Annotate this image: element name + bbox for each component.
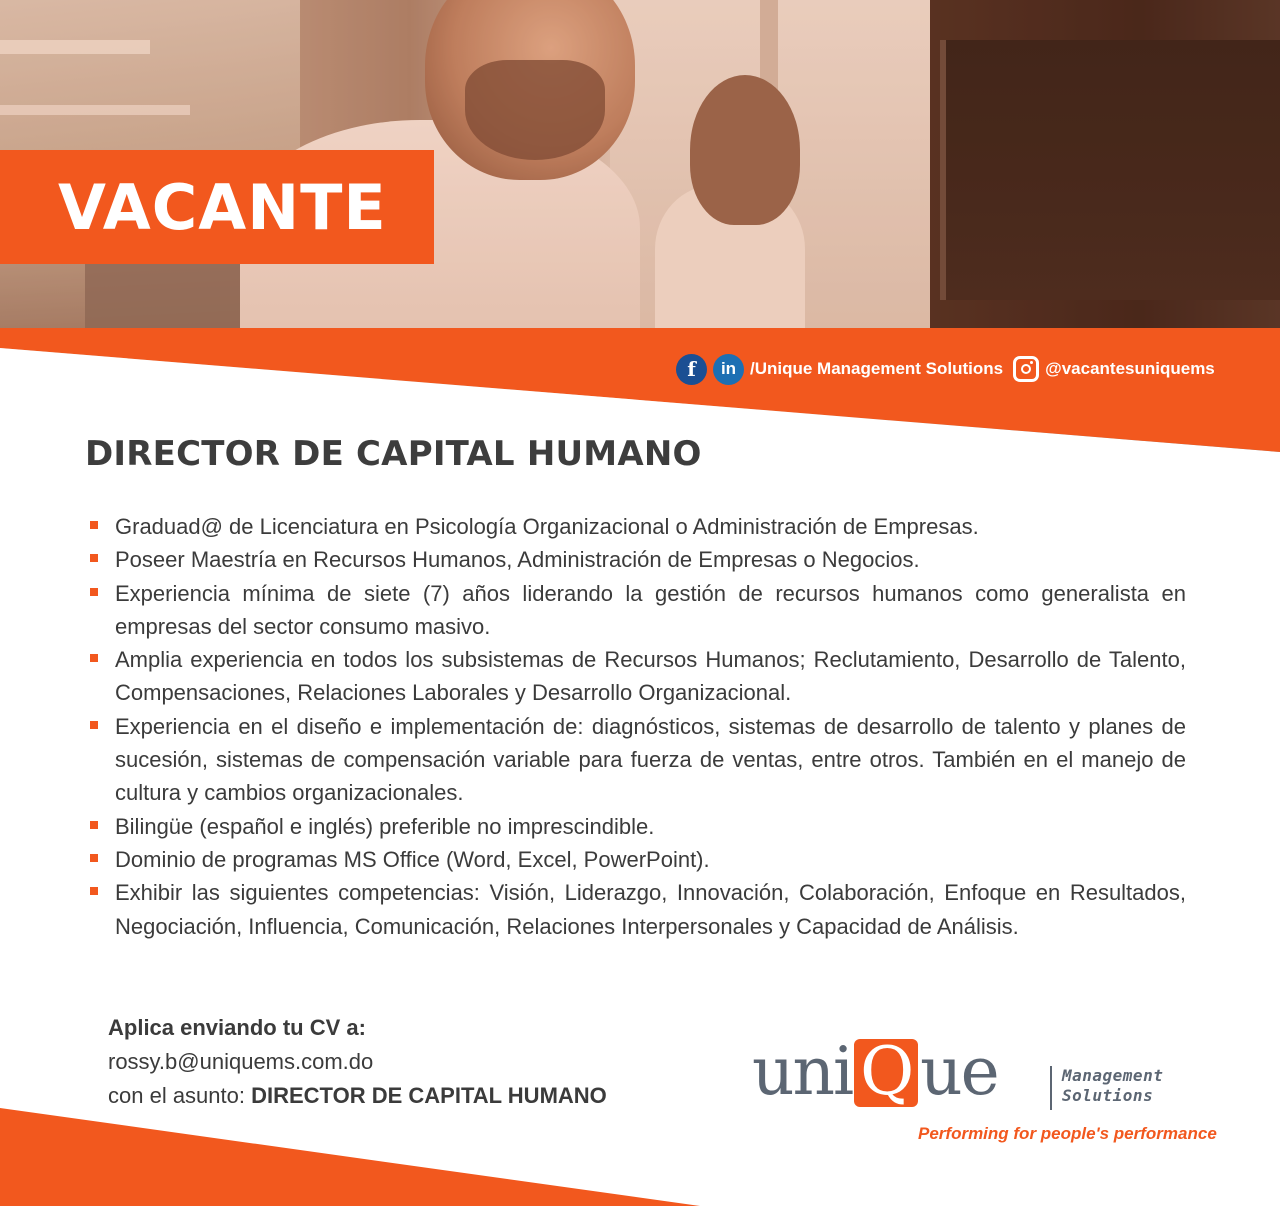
- facebook-icon[interactable]: f: [676, 354, 707, 385]
- apply-section: [108, 1011, 607, 1113]
- list-item: Graduad@ de Licenciatura en Psicología Organizacional o Administración de Empresas.: [88, 510, 1186, 543]
- apply-subject: con el asunto: DIRECTOR DE CAPITAL HUMANO: [108, 1083, 607, 1108]
- bullet-icon: [90, 821, 98, 829]
- bullet-icon: [90, 554, 98, 562]
- bullet-icon: [90, 854, 98, 862]
- requirements-list: [88, 510, 1186, 943]
- list-item: Amplia experiencia en todos los subsistemas de Recursos Humanos; Reclutamiento, Desarrollo de Talento, Compensaciones, Relaciones Laborales y Desarrollo Organizacional.: [88, 643, 1186, 710]
- apply-heading: Aplica enviando tu CV a:: [108, 1015, 366, 1040]
- bullet-icon: [90, 887, 98, 895]
- logo-wordmark: uni Q ue: [752, 1033, 998, 1110]
- instagram-icon[interactable]: [1013, 356, 1039, 382]
- instagram-handle[interactable]: @vacantesuniquems: [1045, 359, 1215, 378]
- list-item: Exhibir las siguientes competencias: Visión, Liderazgo, Innovación, Colaboración, Enfoque en Resultados, Negociación, Influencia, Comunicación, Relaciones Interpersonales y Capacidad de Análisis.: [88, 876, 1186, 943]
- unique-logo: [752, 1033, 1217, 1146]
- list-item: Bilingüe (español e inglés) preferible no imprescindible.: [88, 810, 1186, 843]
- list-item: Experiencia en el diseño e implementación de: diagnósticos, sistemas de desarrollo de talento y planes de sucesión, sistemas de compensación variable para fuerza de ventas, entre otros. También en el manejo de cultura y cambios organizacionales.: [88, 710, 1186, 810]
- job-title: DIRECTOR DE CAPITAL HUMANO: [85, 434, 702, 474]
- bullet-icon: [90, 521, 98, 529]
- apply-email[interactable]: rossy.b@uniquems.com.do: [108, 1049, 374, 1074]
- vacante-banner: [0, 150, 434, 264]
- bullet-icon: [90, 721, 98, 729]
- list-item: Poseer Maestría en Recursos Humanos, Administración de Empresas o Negocios.: [88, 543, 1186, 576]
- social-links: [676, 352, 1215, 386]
- apply-subject-value: DIRECTOR DE CAPITAL HUMANO: [251, 1083, 607, 1108]
- logo-subtitle: Management Solutions: [1062, 1066, 1164, 1105]
- logo-tagline: Performing for people's performance: [918, 1124, 1217, 1143]
- logo-q-mark: Q: [854, 1039, 918, 1107]
- list-item: Dominio de programas MS Office (Word, Excel, PowerPoint).: [88, 843, 1186, 876]
- list-item: Experiencia mínima de siete (7) años liderando la gestión de recursos humanos como generalista en empresas del sector consumo masivo.: [88, 577, 1186, 644]
- linkedin-icon[interactable]: in: [713, 354, 744, 385]
- vacante-label: VACANTE: [58, 170, 387, 244]
- company-handle[interactable]: /Unique Management Solutions: [750, 359, 1004, 378]
- logo-divider: [1050, 1066, 1052, 1110]
- bullet-icon: [90, 588, 98, 596]
- bullet-icon: [90, 654, 98, 662]
